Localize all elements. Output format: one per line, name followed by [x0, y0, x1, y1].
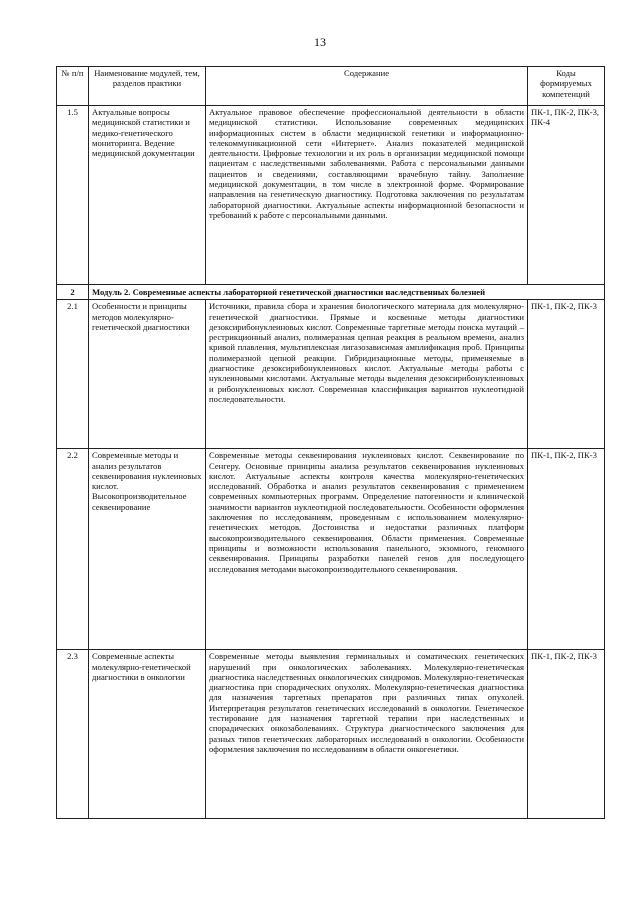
module-row	[57, 285, 605, 300]
table-row	[57, 650, 605, 819]
topic-content: Современные методы выявления герминальных и соматических генетических нарушений при онкологических заболеваниях. Молекулярно-генетическая диагностика наследственных онкологических синдромов. Молекулярно-генетическая диагностика при спорадических опухолях. Молекулярно-генетическая диагностика для назначения таргетных препаратов при различных типах опухолей. Интерпретация результатов генетических исследований в онкологии. Генетическое тестирование для назначения таргетной терапии при наследственных и спорадических онкозаболеваниях. Структура диагностического заключения для разных типов генетических лабораторных исследований в онкологии. Особенности оформления заключения по исследованиям в области онкогенетики.	[206, 650, 528, 819]
header-number: № п/п	[57, 67, 89, 106]
row-number: 2.3	[57, 650, 89, 819]
row-number: 1.5	[57, 106, 89, 285]
competency-codes: ПК-1, ПК-2, ПК-3	[528, 650, 605, 819]
header-content: Содержание	[206, 67, 528, 106]
curriculum-table	[56, 66, 605, 819]
module-number: 2	[57, 285, 89, 300]
topic-name: Особенности и принципы методов молекулярно-генетической диагностики	[89, 300, 206, 449]
module-title: Модуль 2. Современные аспекты лабораторной генетической диагностики наследственных болезней	[89, 285, 605, 300]
table-row	[57, 106, 605, 285]
page-number: 13	[314, 35, 326, 49]
topic-content: Источники, правила сбора и хранения биологического материала для молекулярно-генетической диагностики. Прямые и косвенные методы диагностики дезоксирибонуклеиновых кислот. Современные таргетные методы поиска мутаций – рестрикционный анализ, полимеразная цепная реакция в реальном времени, анализ кривой плавления, мультиплексная лигазозависимая амплификация проб. Принципы полимеразной цепной реакции. Гибридизационные методы, применяемые в диагностике дезоксирибонуклеиновых кислот. Актуальные методы работы с нуклеиновыми кислотами. Актуальные методы выделения дезоксирибонуклеиновых и рибонуклеиновых кислот. Современная классификация вариантов нуклеотидной последовательности.	[206, 300, 528, 449]
row-number: 2.1	[57, 300, 89, 449]
competency-codes: ПК-1, ПК-2, ПК-3	[528, 449, 605, 650]
table-header-row	[57, 67, 605, 106]
topic-name: Современные аспекты молекулярно-генетической диагностики в онкологии	[89, 650, 206, 819]
header-competency-codes: Коды формируемых компетенций	[528, 67, 605, 106]
row-number: 2.2	[57, 449, 89, 650]
competency-codes: ПК-1, ПК-2, ПК-3	[528, 300, 605, 449]
table-row	[57, 300, 605, 449]
topic-name: Актуальные вопросы медицинской статистики и медико-генетического мониторинга. Ведение медицинской документации	[89, 106, 206, 285]
competency-codes: ПК-1, ПК-2, ПК-3, ПК-4	[528, 106, 605, 285]
header-module-name: Наименование модулей, тем, разделов практики	[89, 67, 206, 106]
topic-content: Современные методы секвенирования нуклеиновых кислот. Секвенирование по Сенгеру. Основные принципы анализа результатов секвенирования нуклеиновых кислот. Актуальные аспекты контроля качества молекулярно-генетических исследований. Обработка и анализ результатов секвенирования с применением современных компьютерных программ. Определение патогенности и клинической значимости вариантов нуклеотидной последовательности. Особенности оформления заключения по исследованиям, проведенным с использованием молекулярно-генетических методов. Достоинства и недостатки различных платформ высокопроизводительного секвенирования. Области применения. Современные принципы и возможности использования панельного, экзомного, геномного секвенирования. Принципы разработки панелей генов для последующего исследования методами высокопроизводительного секвенирования.	[206, 449, 528, 650]
topic-content: Актуальное правовое обеспечение профессиональной деятельности в области медицинской статистики. Использование современных медицинских информационных систем в области медицинской генетики и информационно-телекоммуникационной сети «Интернет». Анализ показателей медицинской деятельности. Цифровые технологии и их роль в организации медицинской помощи пациентам с наследственными заболеваниями. Работа с персональными данными пациентов и сведениями, составляющими врачебную тайну. Заполнение медицинской документации, в том числе в электронной форме. Формирование направления на генетическую диагностику. Подготовка заключения по результатам лабораторной диагностики. Актуальные аспекты информационной безопасности и требований к работе с персональными данными.	[206, 106, 528, 285]
table-row	[57, 449, 605, 650]
topic-name: Современные методы и анализ результатов секвенирования нуклеиновых кислот. Высокопроизводительное секвенирование	[89, 449, 206, 650]
